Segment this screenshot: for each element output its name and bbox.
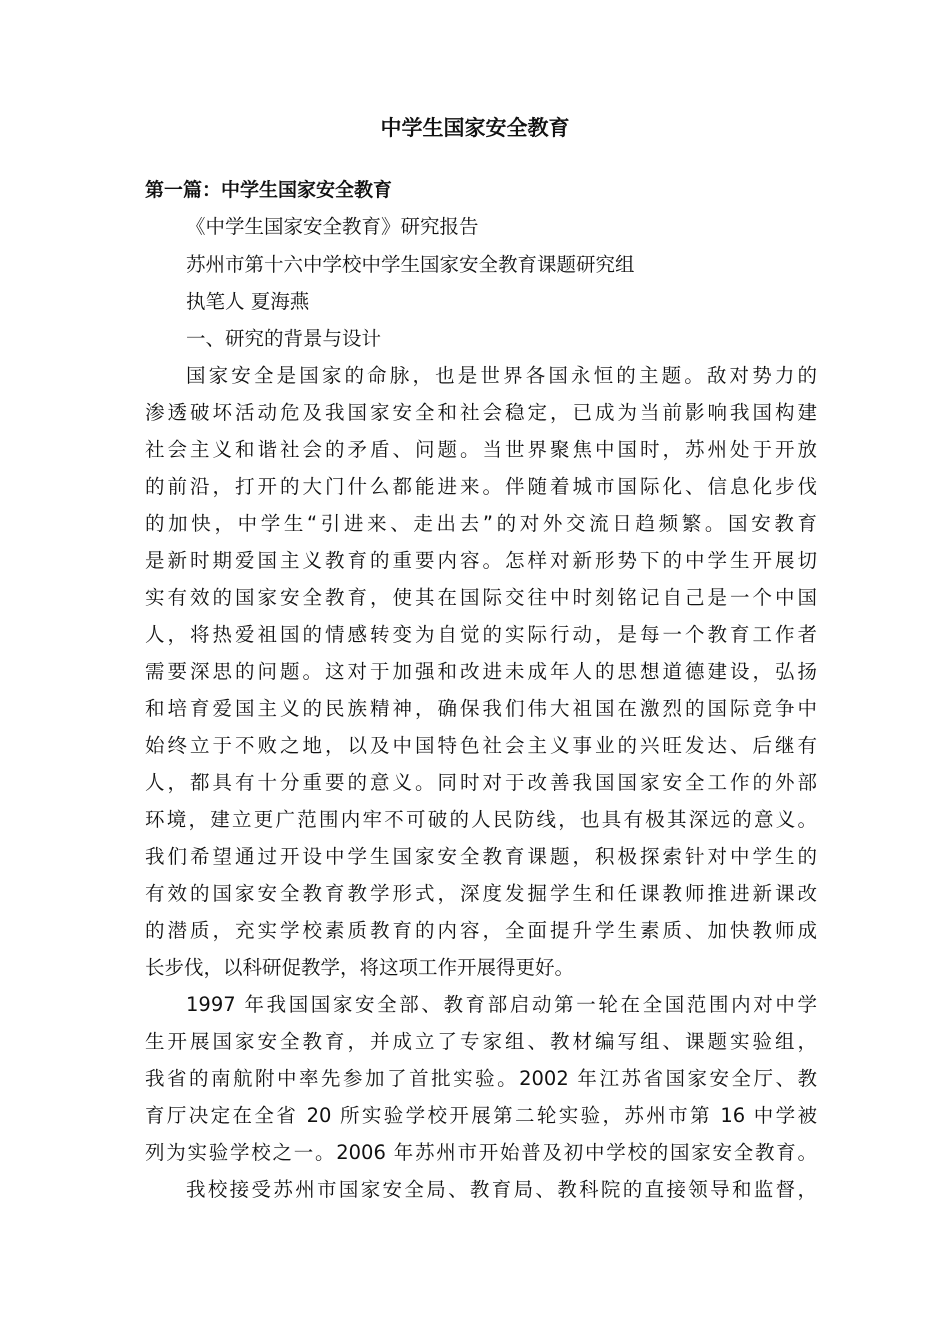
- paragraph-line: 人，将热爱祖国的情感转变为自觉的实际行动，是每一个教育工作者: [145, 623, 817, 646]
- paragraph-line: 渗透破坏活动危及我国家安全和社会稳定，已成为当前影响我国构建: [145, 401, 817, 424]
- paragraph-line: 是新时期爱国主义教育的重要内容。怎样对新形势下的中学生开展切: [145, 549, 817, 572]
- paragraph-line: 需要深思的问题。这对于加强和改进未成年人的思想道德建设，弘扬: [145, 660, 817, 683]
- paragraph-line: 有效的国家安全教育教学形式，深度发掘学生和任课教师推进新课改: [145, 882, 817, 905]
- paragraph-line: 实有效的国家安全教育，使其在国际交往中时刻铭记自己是一个中国: [145, 586, 817, 609]
- paragraph-line: 长步伐，以科研促教学，将这项工作开展得更好。: [145, 956, 575, 979]
- paragraph-line: 始终立于不败之地，以及中国特色社会主义事业的兴旺发达、后继有: [145, 734, 817, 757]
- paragraph-line: 环境，建立更广范围内牢不可破的人民防线，也具有极其深远的意义。: [145, 808, 817, 831]
- paragraph-line: 人，都具有十分重要的意义。同时对于改善我国国家安全工作的外部: [145, 771, 817, 794]
- section-heading: 第一篇：中学生国家安全教育: [145, 179, 393, 201]
- paragraph-line: 国家安全是国家的命脉，也是世界各国永恒的主题。敌对势力的: [186, 364, 817, 387]
- paragraph-line: 的前沿，打开的大门什么都能进来。伴随着城市国际化、信息化步伐: [145, 475, 817, 498]
- paragraph-line: 我们希望通过开设中学生国家安全教育课题，积极探索针对中学生的: [145, 845, 817, 868]
- document-title: 中学生国家安全教育: [380, 116, 570, 140]
- paragraph-line: 1997 年我国国家安全部、教育部启动第一轮在全国范围内对中学: [186, 993, 817, 1016]
- paragraph-line: 社会主义和谐社会的矛盾、问题。当世界聚焦中国时，苏州处于开放: [145, 438, 817, 461]
- paragraph-line: 和培育爱国主义的民族精神，确保我们伟大祖国在激烈的国际竞争中: [145, 697, 817, 720]
- author-line: 执笔人 夏海燕: [186, 290, 310, 313]
- subsection-heading: 一、研究的背景与设计: [186, 327, 382, 350]
- research-group-line: 苏州市第十六中学校中学生国家安全教育课题研究组: [186, 253, 635, 276]
- paragraph-line: 的加快，中学生“引进来、走出去”的对外交流日趋频繁。国安教育: [145, 512, 817, 535]
- report-title-line: 《中学生国家安全教育》研究报告: [186, 215, 479, 238]
- paragraph-line: 我校接受苏州市国家安全局、教育局、教科院的直接领导和监督，: [186, 1178, 817, 1201]
- paragraph-line: 列为实验学校之一。2006 年苏州市开始普及初中学校的国家安全教育。: [145, 1141, 817, 1164]
- paragraph-line: 的潜质，充实学校素质教育的内容，全面提升学生素质、加快教师成: [145, 919, 817, 942]
- paragraph-line: 生开展国家安全教育，并成立了专家组、教材编写组、课题实验组，: [145, 1030, 817, 1053]
- paragraph-line: 育厅决定在全省 20 所实验学校开展第二轮实验，苏州市第 16 中学被: [145, 1104, 817, 1127]
- paragraph-line: 我省的南航附中率先参加了首批实验。2002 年江苏省国家安全厅、教: [145, 1067, 817, 1090]
